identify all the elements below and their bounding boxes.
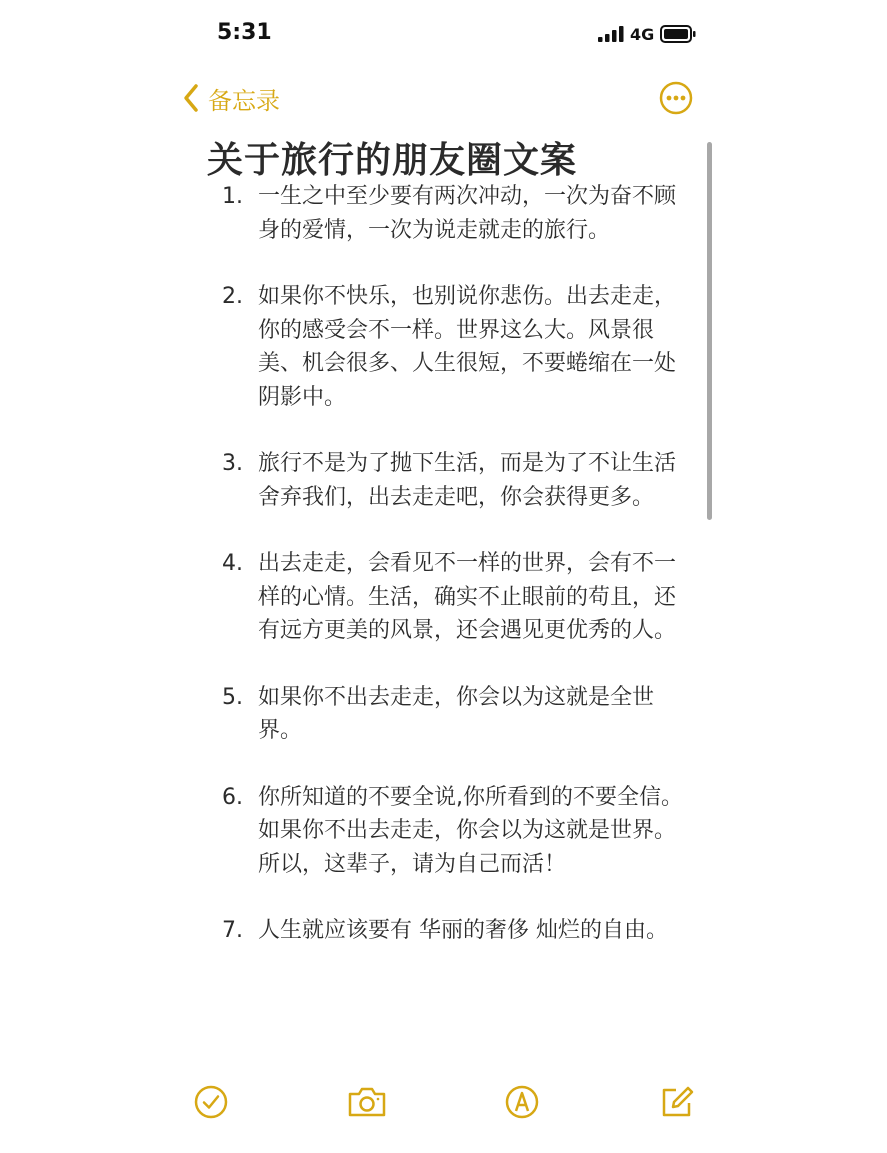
- navigation-bar: [0, 70, 887, 126]
- bottom-toolbar: [0, 1078, 887, 1128]
- note-body[interactable]: [222, 180, 692, 948]
- battery-icon: [660, 25, 696, 43]
- back-button-label: 备忘录: [208, 86, 280, 115]
- list-item: [222, 781, 692, 882]
- network-type: 4G: [630, 24, 655, 44]
- item-text: 你所知道的不要全说,你所看到的不要全信。如果你不出去走走，你会以为这就是世界。所以，这辈子，请为自己而活！: [258, 784, 683, 877]
- item-number: 3.: [222, 451, 243, 476]
- back-button[interactable]: [182, 80, 280, 116]
- item-text: 一生之中至少要有两次冲动，一次为奋不顾身的爱情，一次为说走就走的旅行。: [258, 184, 677, 243]
- status-bar: [0, 0, 887, 70]
- list-item: [222, 180, 692, 247]
- camera-icon: [347, 1084, 387, 1120]
- compose-icon: [659, 1084, 695, 1120]
- item-number: 6.: [222, 784, 243, 810]
- list-item: [222, 280, 692, 414]
- more-options-button[interactable]: [658, 80, 694, 116]
- item-text: 如果你不出去走走，你会以为这就是全世界。: [258, 684, 655, 743]
- checklist-button[interactable]: [193, 1084, 229, 1120]
- item-number: 2.: [222, 284, 243, 309]
- item-text: 旅行不是为了抛下生活，而是为了不让生活舍弃我们，出去走走吧，你会获得更多。: [258, 451, 677, 510]
- status-indicators: [598, 22, 696, 46]
- item-number: 5.: [222, 684, 243, 710]
- item-number: 4.: [222, 551, 243, 576]
- item-number: 7.: [222, 918, 243, 943]
- markup-button[interactable]: [504, 1084, 540, 1120]
- checklist-icon: [193, 1084, 229, 1120]
- item-text: 人生就应该要有 华丽的奢侈 灿烂的自由。: [258, 918, 668, 943]
- compose-button[interactable]: [659, 1084, 695, 1120]
- list-item: [222, 547, 692, 648]
- item-text: 如果你不快乐，也别说你悲伤。出去走走，你的感受会不一样。世界这么大。风景很美、机会很多、人生很短，不要蜷缩在一处阴影中。: [258, 284, 677, 410]
- markup-pen-icon: [504, 1084, 540, 1120]
- scrollbar[interactable]: [707, 142, 712, 520]
- list-item: [222, 681, 692, 748]
- ellipsis-circle-icon: [658, 80, 694, 116]
- status-time: 5:31: [217, 20, 272, 45]
- note-title[interactable]: 关于旅行的朋友圈文案: [207, 140, 578, 181]
- chevron-left-icon: [182, 83, 200, 113]
- list-item: [222, 447, 692, 514]
- list-item: [222, 914, 692, 948]
- item-number: 1.: [222, 184, 243, 209]
- item-text: 出去走走，会看见不一样的世界，会有不一样的心情。生活，确实不止眼前的苟且，还有远方更美的风景，还会遇见更优秀的人。: [258, 551, 677, 643]
- cellular-signal-icon: [598, 26, 624, 42]
- camera-button[interactable]: [347, 1084, 387, 1120]
